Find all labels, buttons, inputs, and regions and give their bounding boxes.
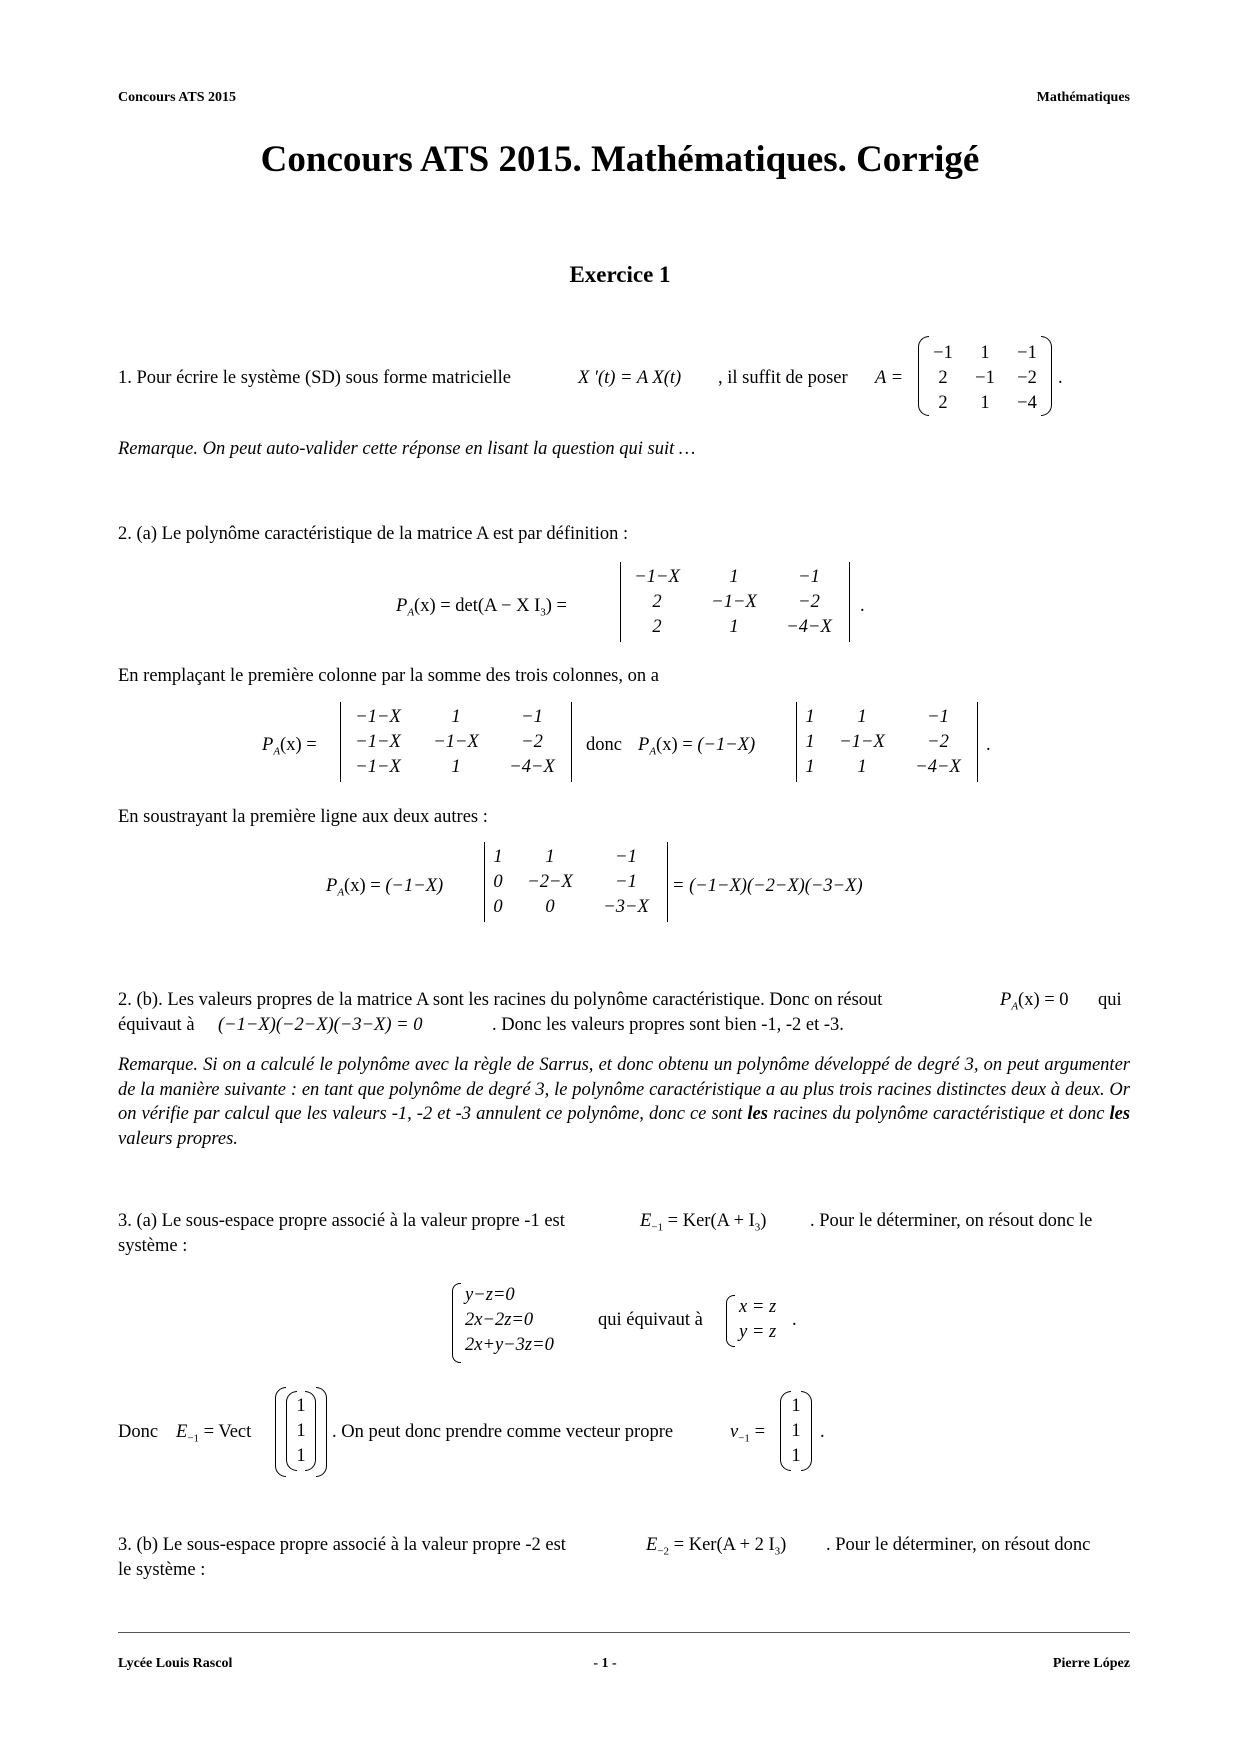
matrix-cell: −2 [1017,368,1037,388]
det-cell: 1 [451,757,461,777]
matrix-cell: −1 [1017,343,1037,363]
det-cell: 1 [729,567,739,587]
q2b-eq1: $P_A(x) = 0$ [1000,990,1069,1013]
q2a-intro: 2. (a) Le polynôme caractéristique de la matrice A est par définition : [118,524,629,544]
q2a-lhs2: $P_A(x)$ = [262,735,317,758]
header-left: Concours ATS 2015 [118,90,236,105]
q3a-v-end: . [820,1422,825,1442]
system-equation: 2x+y−3z=0 [465,1335,554,1355]
q3a-system2 [726,1295,788,1347]
vector-cell: 1 [296,1421,306,1441]
vector-cell: 1 [296,1446,306,1466]
q3a-system [452,1283,592,1363]
det-cell: −4−X [786,617,832,637]
q2a-lhs4: $P_A(x) = (-1-X)$ [326,876,444,899]
exercise-title: Exercice 1 [569,262,671,287]
det-cell: 0 [545,897,555,917]
system-equation: y−z=0 [465,1285,515,1305]
system-equation: 2x−2z=0 [465,1310,534,1330]
det-cell: −2 [798,592,820,612]
det-cell: 1 [857,757,867,777]
q3a-line2: système : [118,1236,188,1256]
det-cell: −1 [615,847,637,867]
system-equation: x = z [739,1297,777,1317]
det-cell: −1−X [433,732,479,752]
q3b-line1: 3. (b) Le sous-espace propre associé à la valeur propre -2 est [118,1535,566,1555]
q2a-det3 [796,702,978,782]
matrix-cell: 1 [980,393,990,413]
det-cell: −4−X [509,757,555,777]
q1-matrix-lhs: A = [875,368,904,388]
vector-cell: 1 [791,1446,801,1466]
vector-cell: 1 [791,1396,801,1416]
det-cell: 1 [451,707,461,727]
det-cell: −1−X [711,592,757,612]
footer-right: Pierre López [1052,1656,1130,1671]
det-cell: 1 [805,757,815,777]
q3a-qui-equivaut: qui équivaut à [598,1310,703,1330]
footer-left: Lycée Louis Rascol [118,1656,233,1671]
footer-center: - 1 - [593,1656,617,1671]
page-title: Concours ATS 2015. Mathématiques. Corrigé [260,139,980,180]
det-cell: −1 [521,707,543,727]
q3a-vect-outer [275,1387,327,1477]
det-cell: −1−X [355,757,401,777]
det-cell: −2 [927,732,949,752]
q2b-line1: 2. (b). Les valeurs propres de la matrice A sont les racines du polynôme caractéristique. Donc on résout [118,990,883,1010]
matrix-cell: 2 [938,368,948,388]
det-cell: 1 [493,847,503,867]
det-cell: −1−X [355,707,401,727]
q3b-line2: le système : [118,1560,206,1580]
det-cell: −1 [927,707,949,727]
q1-end: . [1058,368,1063,388]
det-cell: 0 [493,872,503,892]
matrix-cell: 1 [980,343,990,363]
q1-equation: X ′(t) = A X(t) [578,368,682,388]
q2a-end2: . [986,735,991,755]
vector-cell: 1 [791,1421,801,1441]
q1-remark: Remarque. On peut auto-valider cette réponse en lisant la question qui suit … [118,439,696,459]
matrix-cell: −1 [975,368,995,388]
det-cell: 2 [652,592,662,612]
q2a-det2 [340,702,572,782]
matrix-cell: −4 [1017,393,1037,413]
q2a-lhs3: $P_A(x) = (-1-X)$ [638,735,756,758]
q2b-qui: qui [1098,990,1122,1010]
q3a-v-vector [780,1391,812,1471]
q3a-line1: 3. (a) Le sous-espace propre associé à la valeur propre -1 est [118,1211,565,1231]
vector-cell: 1 [296,1396,306,1416]
q3b-eq: $E_{-2} = Ker(A + 2$ $I_3$) [646,1535,787,1558]
header-right: Mathématiques [1036,90,1130,105]
q2a-text2: En remplaçant le première colonne par la somme des trois colonnes, on a [118,666,659,686]
det-cell: −2 [521,732,543,752]
det-cell: 2 [652,617,662,637]
q3a-mid-text: . On peut donc prendre comme vecteur propre [332,1422,674,1442]
q2a-lhs: $P_A(x) = \det(A - X$ $I_3$) = [396,596,567,619]
q3b-line1b: . Pour le déterminer, on résout donc [826,1535,1091,1555]
q1-matrix [918,336,1052,416]
q3a-donc: Donc [118,1422,159,1442]
system-equation: y = z [739,1322,777,1342]
q2a-det1 [620,562,850,642]
det-cell: 1 [545,847,555,867]
q2a-donc: donc [586,735,622,755]
det-cell: 0 [493,897,503,917]
q2a-text3: En soustrayant la première ligne aux deux autres : [118,807,488,827]
q2b-remark: Remarque. Si on a calculé le polynôme avec la règle de Sarrus, et donc obtenu un polynôme développé de degré 3, on peut argumenter de la manière suivante : en tant que polynôme de degré 3, le polynôme caractéristique a au plus trois racines distinctes deux à deux. Or on vérifie par calcul que les valeurs -1, -2 et -3 annulent ce polynôme, donc ce sont les racines du polynôme caractéristique et donc les valeurs propres. [118,1055,1131,1149]
det-cell: −4−X [915,757,961,777]
det-cell: −2−X [527,872,573,892]
matrix-cell: 2 [938,393,948,413]
q3a-v-lhs: $v_{-1}$ = [730,1422,765,1445]
det-cell: −1 [798,567,820,587]
q2a-end: . [860,596,865,616]
q2b-line2a: équivaut à [118,1015,195,1035]
det-cell: −1−X [355,732,401,752]
det-cell: 1 [729,617,739,637]
q3a-vect-vector [286,1391,316,1471]
q1-text-before: 1. Pour écrire le système (SD) sous forme matricielle [118,368,512,388]
q3a-eq: $E_{-1} = Ker(A + I_3)$ [640,1211,767,1234]
det-cell: −1−X [839,732,885,752]
det-cell: 1 [805,707,815,727]
det-cell: 1 [857,707,867,727]
q1-text-after: , il suffit de poser [718,368,848,388]
q3a-line1b: . Pour le déterminer, on résout donc le [810,1211,1093,1231]
det-cell: 1 [805,732,815,752]
footer-divider [118,1632,1130,1633]
q3a-vect: $E_{-1}$ = Vect [176,1422,252,1445]
det-cell: −1−X [634,567,680,587]
det-cell: −3−X [603,897,649,917]
q3a-end: . [792,1310,797,1330]
matrix-cell: −1 [933,343,953,363]
q2a-result: = (−1−X)(−2−X)(−3−X) [672,876,863,896]
q2b-eq2: (−1−X)(−2−X)(−3−X) = 0 [218,1015,423,1035]
det-cell: −1 [615,872,637,892]
q2b-line2b: . Donc les valeurs propres sont bien -1, -2 et -3. [492,1015,844,1035]
q2a-det4 [484,842,668,922]
